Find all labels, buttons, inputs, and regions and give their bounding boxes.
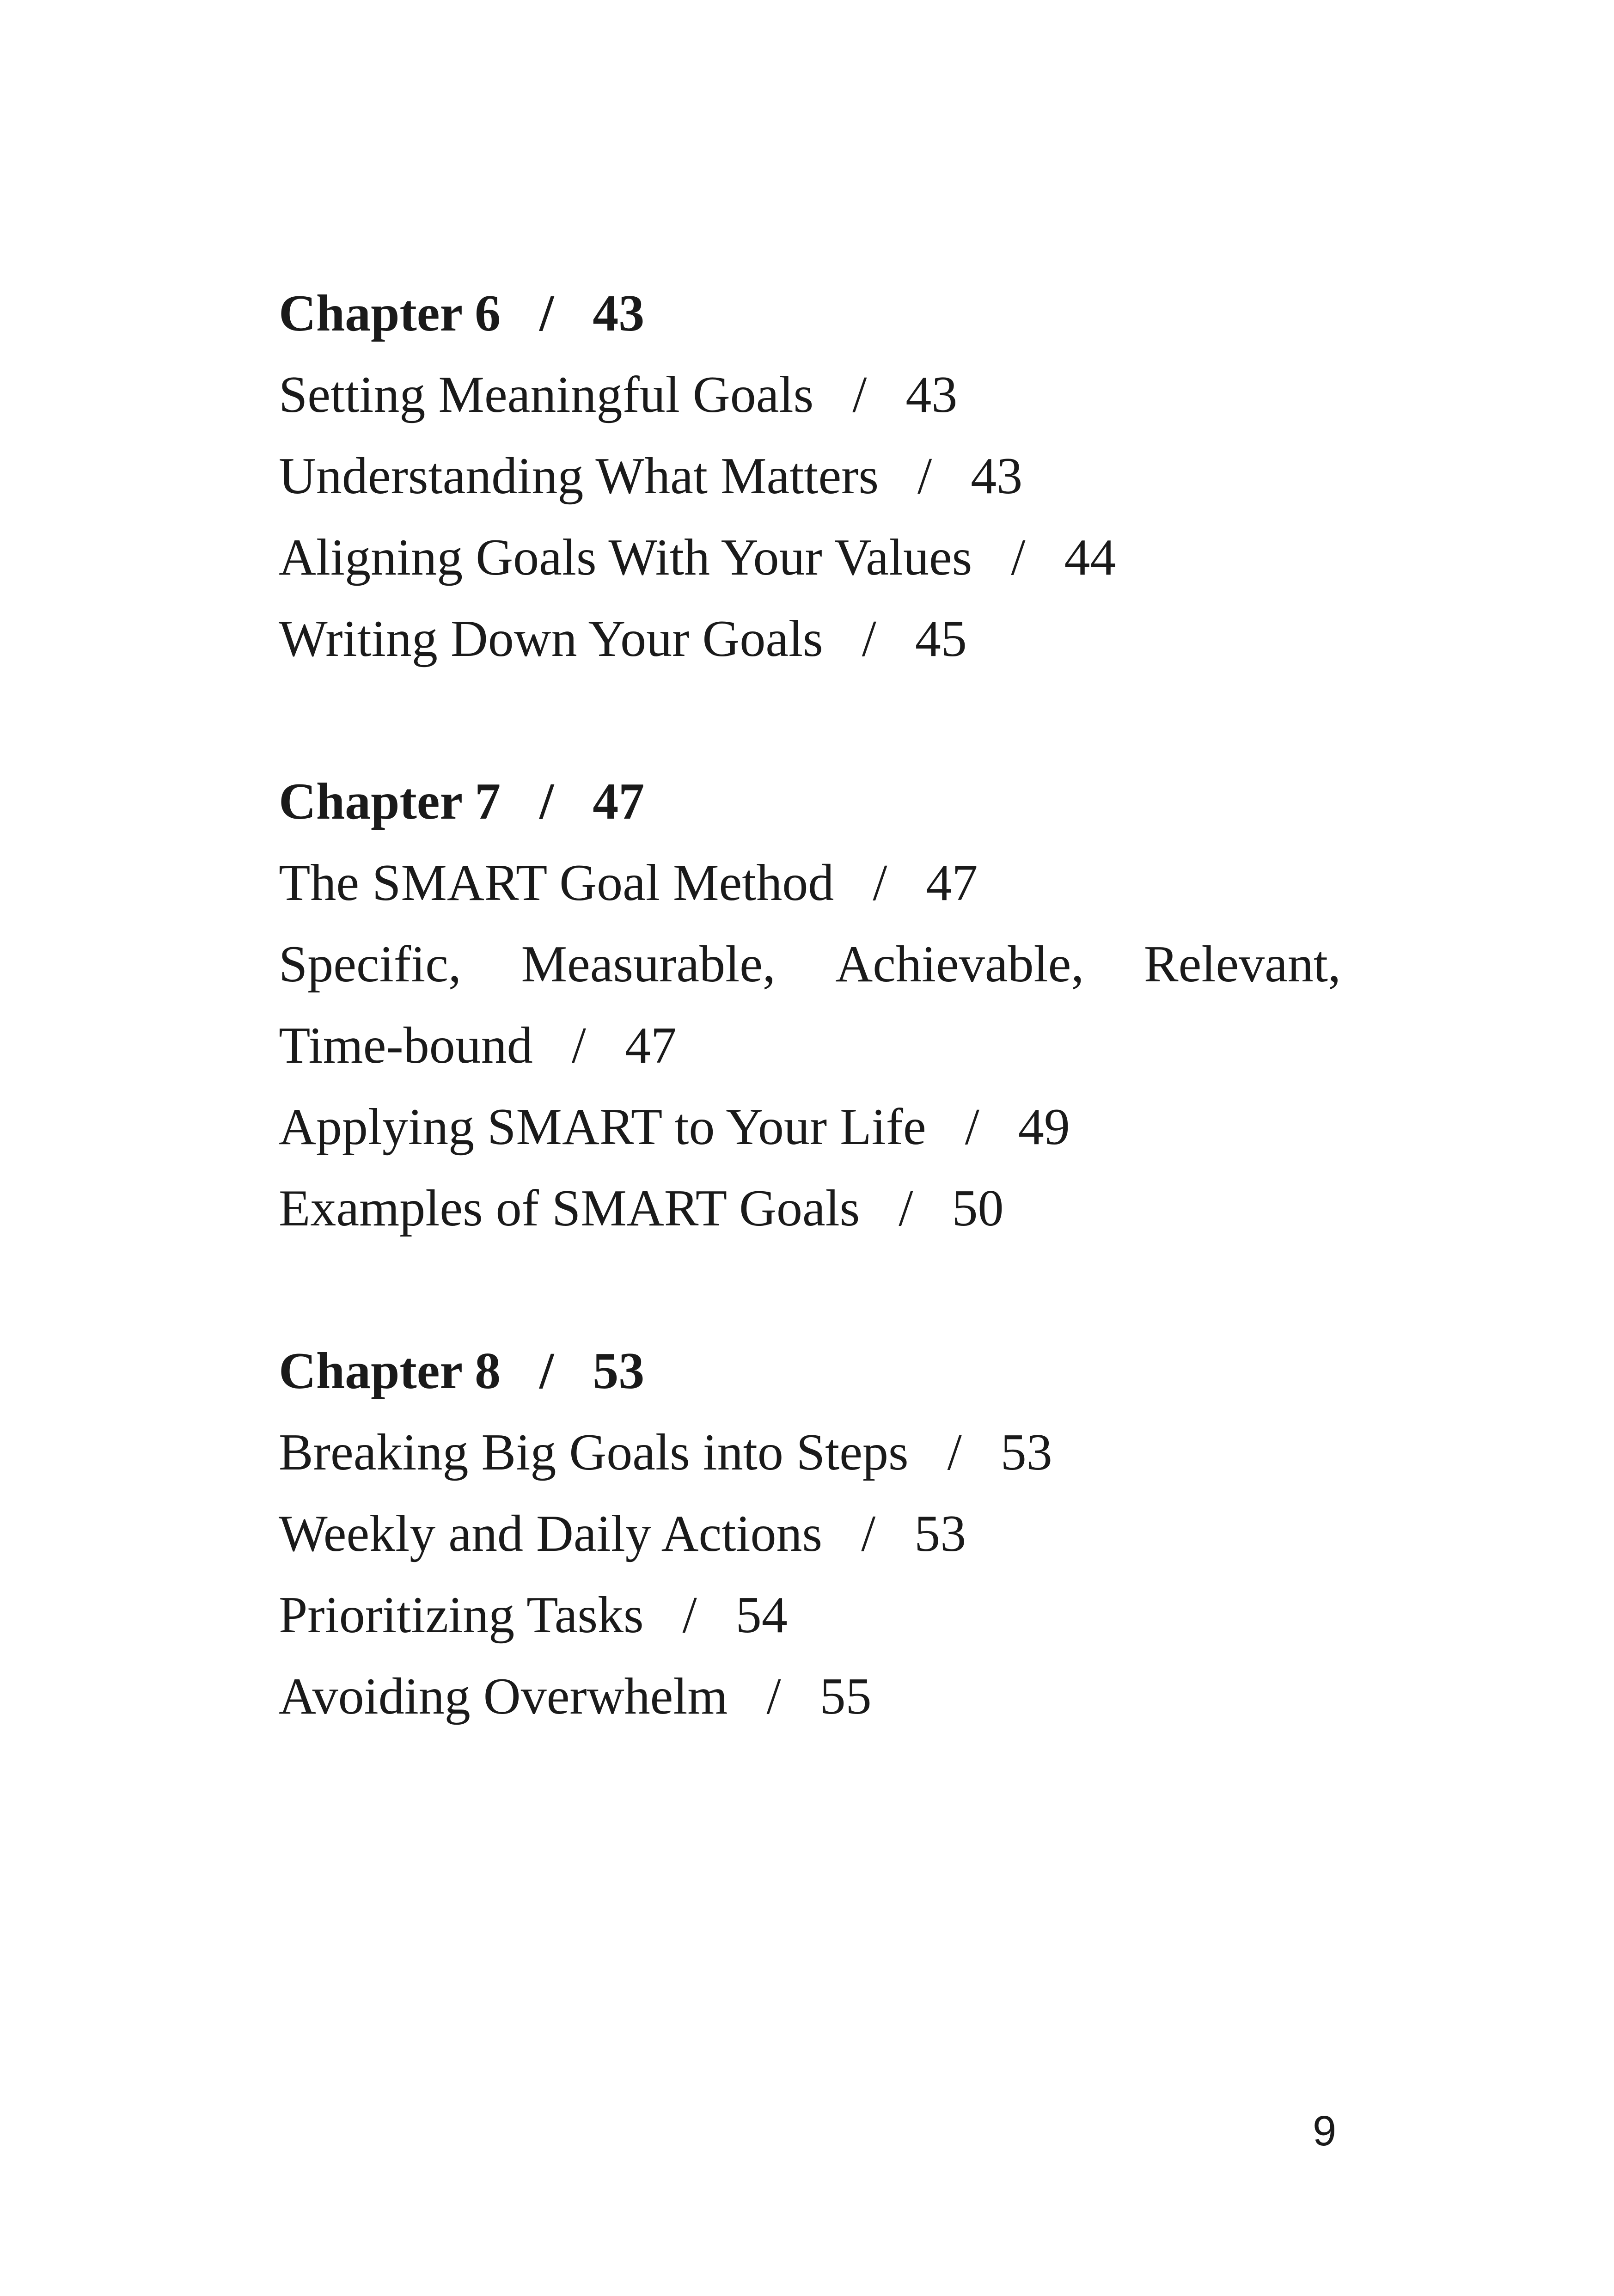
entry-title: Prioritizing Tasks <box>279 1586 644 1644</box>
entry-page: 45 <box>915 610 967 667</box>
table-of-contents <box>279 273 1342 1818</box>
separator: / <box>873 854 887 912</box>
separator: / <box>1011 529 1026 586</box>
entry-page: 53 <box>1000 1424 1052 1481</box>
chapter-heading <box>279 273 1342 354</box>
toc-entry <box>279 1656 1342 1737</box>
entry-word: Specific, <box>279 936 461 993</box>
chapter-6-block <box>279 273 1342 680</box>
entry-page: 50 <box>952 1180 1004 1237</box>
chapter-8-block <box>279 1330 1342 1737</box>
toc-entry <box>279 1412 1342 1493</box>
toc-entry-continued <box>279 1005 1342 1086</box>
entry-title: Breaking Big Goals into Steps <box>279 1424 909 1481</box>
toc-entry <box>279 1168 1342 1249</box>
entry-page: 43 <box>905 366 958 423</box>
entry-title: Examples of SMART Goals <box>279 1180 860 1237</box>
separator: / <box>947 1424 962 1481</box>
entry-page: 55 <box>819 1668 872 1725</box>
toc-entry <box>279 517 1342 598</box>
toc-entry <box>279 842 1342 924</box>
entry-page: 53 <box>914 1505 966 1562</box>
chapter-7-block <box>279 761 1342 1249</box>
toc-entry <box>279 354 1342 435</box>
toc-entry <box>279 1574 1342 1656</box>
toc-entry <box>279 435 1342 517</box>
separator: / <box>682 1586 697 1644</box>
separator: / <box>852 366 867 423</box>
chapter-page: 47 <box>593 773 645 830</box>
chapter-page: 53 <box>593 1342 645 1400</box>
toc-entry-justified-line <box>279 924 1341 1005</box>
entry-page: 49 <box>1018 1098 1070 1156</box>
chapter-title: Chapter 6 <box>279 285 501 342</box>
entry-title: Weekly and Daily Actions <box>279 1505 823 1562</box>
separator: / <box>862 610 876 667</box>
entry-page: 43 <box>971 447 1023 505</box>
entry-word: Measurable, <box>521 936 776 993</box>
entry-page: 54 <box>735 1586 788 1644</box>
chapter-title: Chapter 8 <box>279 1342 501 1400</box>
entry-word: Relevant, <box>1143 936 1341 993</box>
chapter-page: 43 <box>593 285 645 342</box>
entry-page: 47 <box>624 1017 677 1074</box>
separator: / <box>766 1668 781 1725</box>
entry-title: Applying SMART to Your Life <box>279 1098 926 1156</box>
separator: / <box>965 1098 979 1156</box>
toc-entry <box>279 1086 1342 1168</box>
toc-entry <box>279 598 1342 680</box>
separator: / <box>861 1505 876 1562</box>
entry-word: Achievable, <box>835 936 1084 993</box>
entry-page: 44 <box>1064 529 1116 586</box>
entry-page: 47 <box>926 854 978 912</box>
separator: / <box>539 285 554 342</box>
entry-title: Avoiding Overwhelm <box>279 1668 728 1725</box>
toc-entry <box>279 1493 1342 1574</box>
entry-title: Setting Meaningful Goals <box>279 366 814 423</box>
separator: / <box>917 447 932 505</box>
entry-title: Understanding What Matters <box>279 447 879 505</box>
separator: / <box>899 1180 913 1237</box>
entry-title: Time-bound <box>279 1017 533 1074</box>
chapter-heading <box>279 1330 1342 1412</box>
separator: / <box>539 773 554 830</box>
chapter-title: Chapter 7 <box>279 773 501 830</box>
entry-title: Aligning Goals With Your Values <box>279 529 972 586</box>
separator: / <box>571 1017 586 1074</box>
page-number: 9 <box>1313 2107 1337 2155</box>
chapter-heading <box>279 761 1342 842</box>
separator: / <box>539 1342 554 1400</box>
entry-title: The SMART Goal Method <box>279 854 834 912</box>
entry-title: Writing Down Your Goals <box>279 610 823 667</box>
